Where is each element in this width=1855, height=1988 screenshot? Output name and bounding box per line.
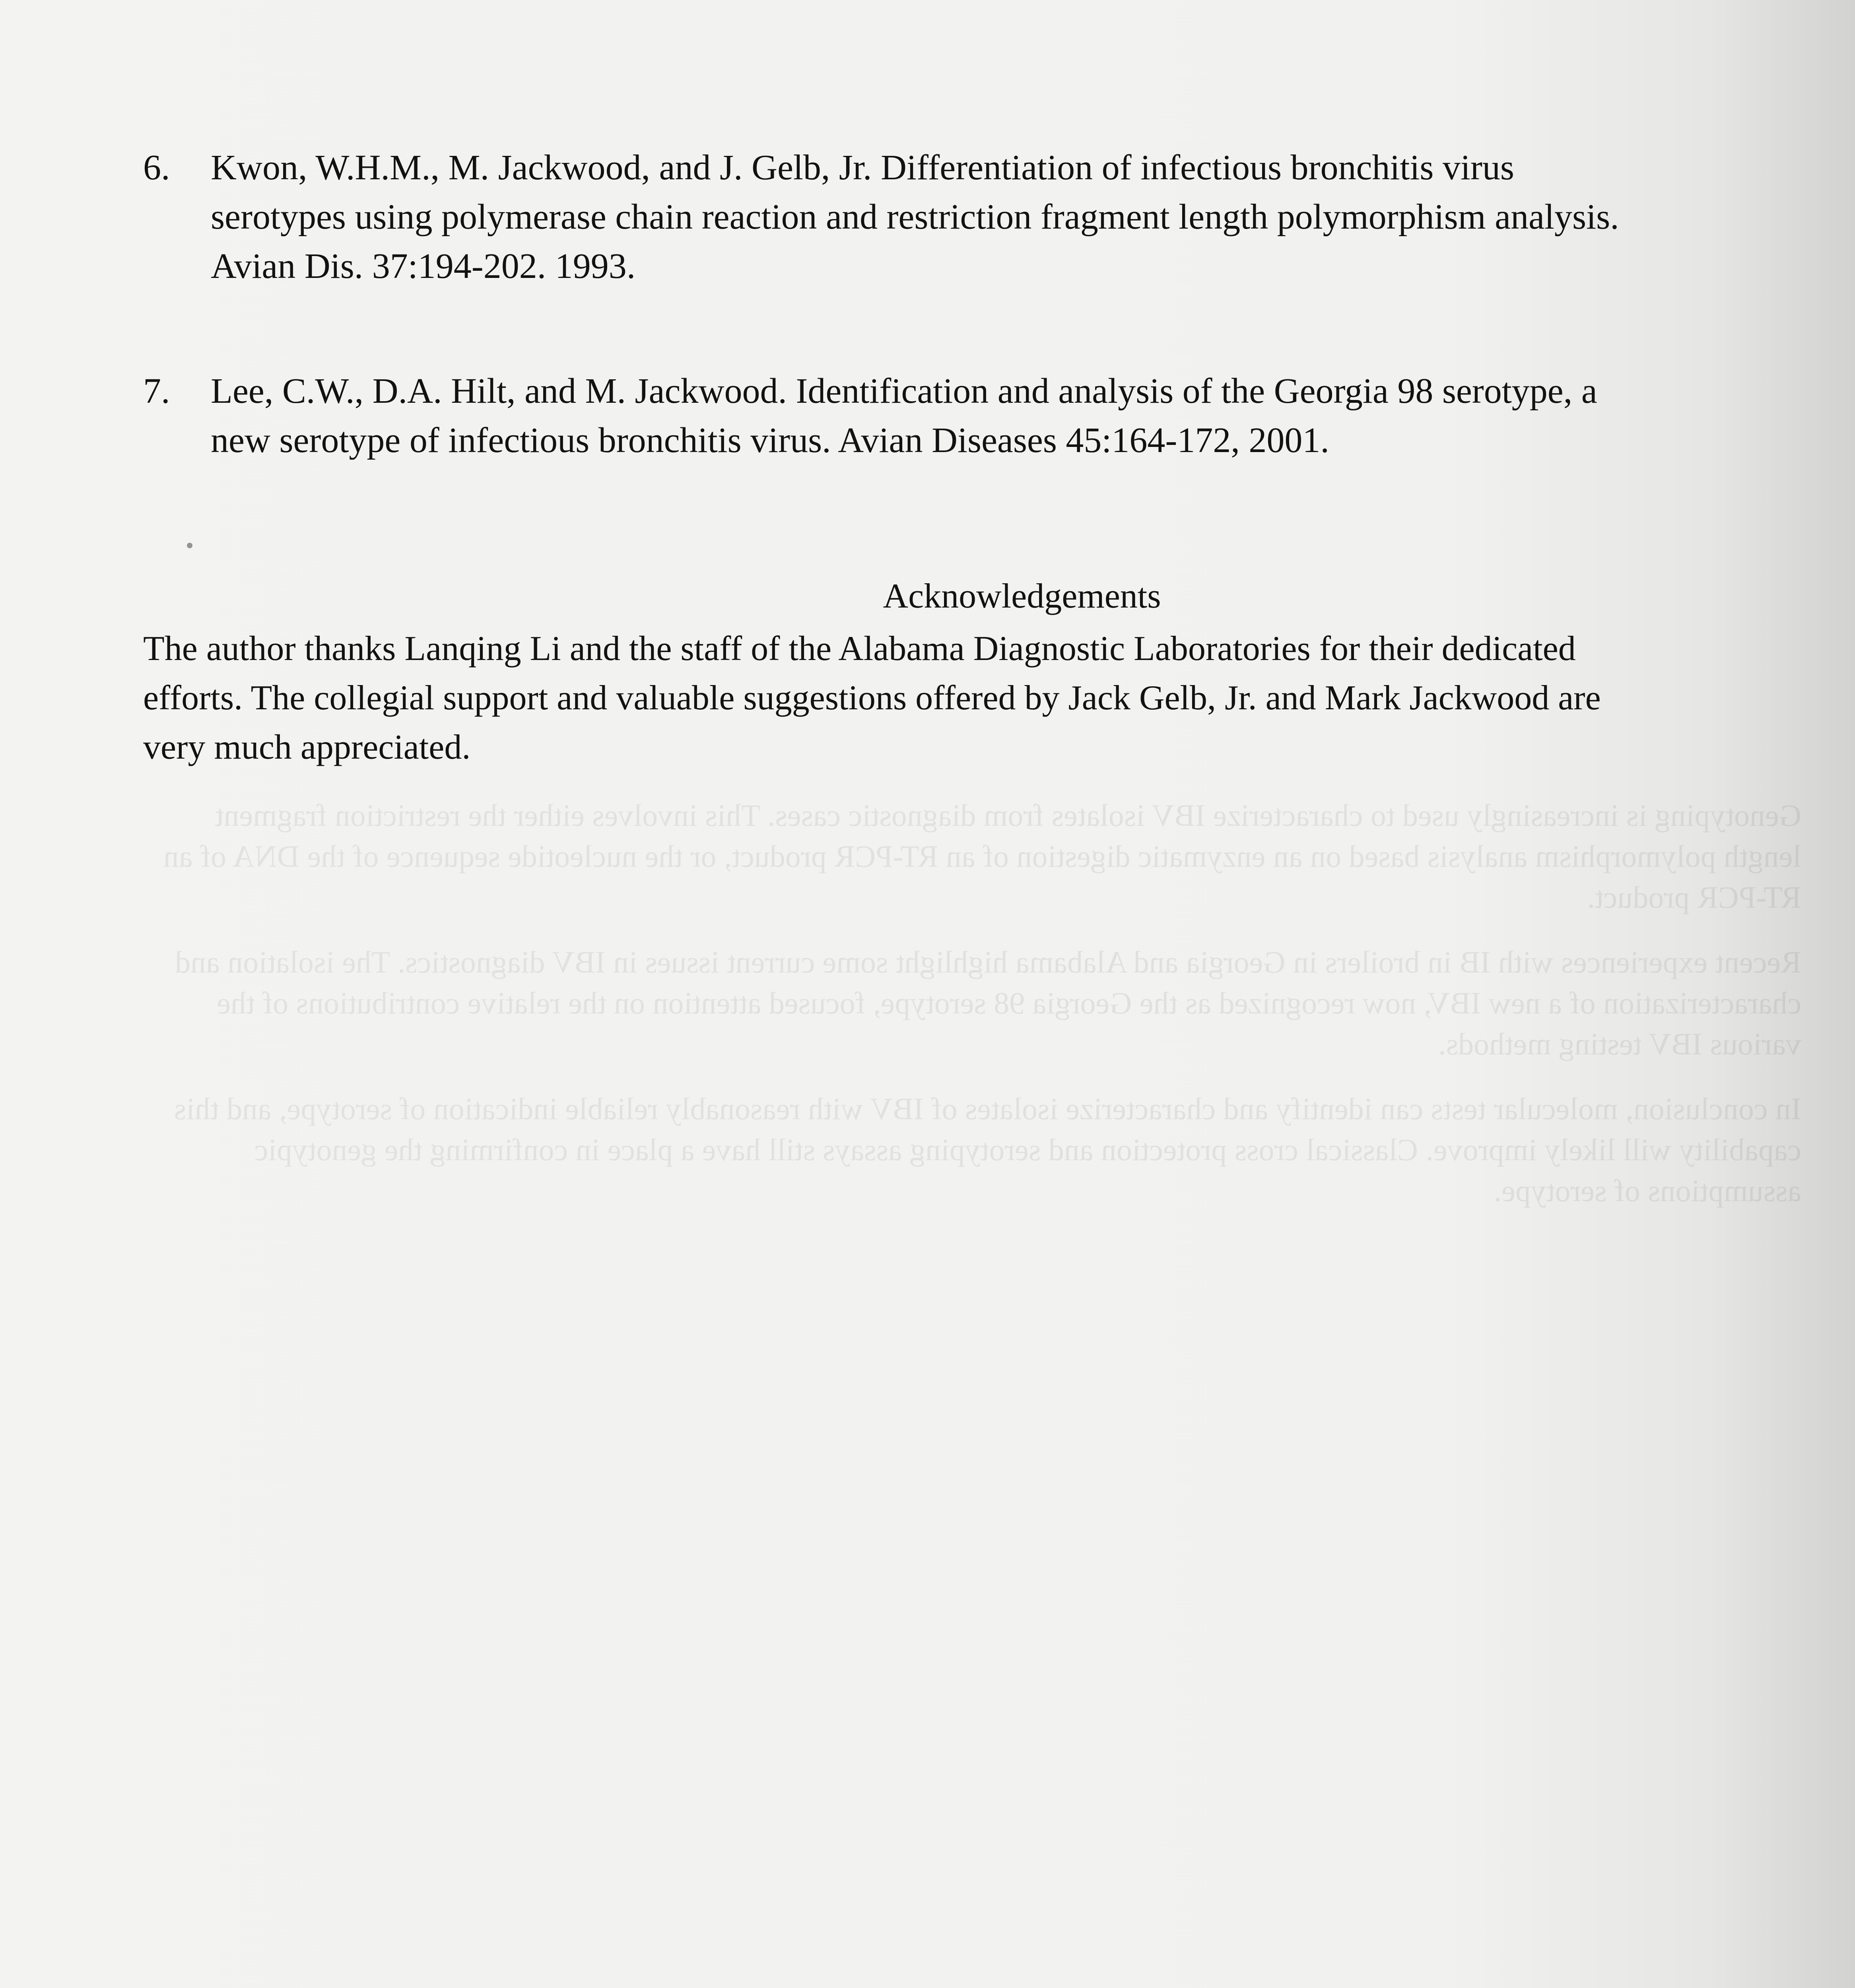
acknowledgements-line: very much appreciated.	[143, 728, 471, 767]
acknowledgements-line: efforts. The collegial support and valuable suggestions offered by Jack Gelb, Jr. and Mark Jackwood are	[143, 679, 1601, 717]
acknowledgements-line: The author thanks Lanqing Li and the staff of the Alabama Diagnostic Laboratories for their dedicated	[143, 629, 1576, 668]
reference-line: Lee, C.W., D.A. Hilt, and M. Jackwood. Identification and analysis of the Georgia 98 serotype, a	[211, 371, 1597, 411]
reference-line: new serotype of infectious bronchitis virus. Avian Diseases 45:164-172, 2001.	[211, 421, 1329, 460]
reference-line: Avian Dis. 37:194-202. 1993.	[211, 247, 636, 286]
acknowledgements-body	[143, 624, 1809, 772]
reference-item-6	[143, 143, 1809, 291]
reference-line: serotypes using polymerase chain reaction and restriction fragment length polymorphism analysis.	[211, 197, 1619, 237]
document-content	[143, 143, 1809, 772]
acknowledgements-heading: Acknowledgements	[883, 577, 1161, 615]
reference-number: 7.	[143, 371, 170, 411]
reference-item-7	[143, 367, 1809, 465]
reference-line: Kwon, W.H.M., M. Jackwood, and J. Gelb, Jr. Differentiation of infectious bronchitis virus	[211, 148, 1514, 187]
reverse-side-bleed-through: Genotyping is increasingly used to characterize IBV isolates from diagnostic cases. This involves either the restriction fragment length polymorphism analysis based on an enzymatic digestion of an RT-PCR product, or the nucleotide sequence of the DNA of an RT-PCR product. Recent experiences with IB in broilers in Georgia and Alabama highlight some current issues in IBV diagnostics. The isolation and characterization of a new IBV, now recognized as the Georgia 98 serotype, focused attention on the relative contributions of the various IBV testing methods. In conclusion, molecular tests can identify and characterize isolates of IBV with reasonably reliable indication of serotype, and this capability will likely improve. Classical cross protection and serotyping assays still have a place in confirming the genotypic assumptions of serotype.	[163, 798, 1801, 1208]
reference-number: 6.	[143, 148, 170, 187]
